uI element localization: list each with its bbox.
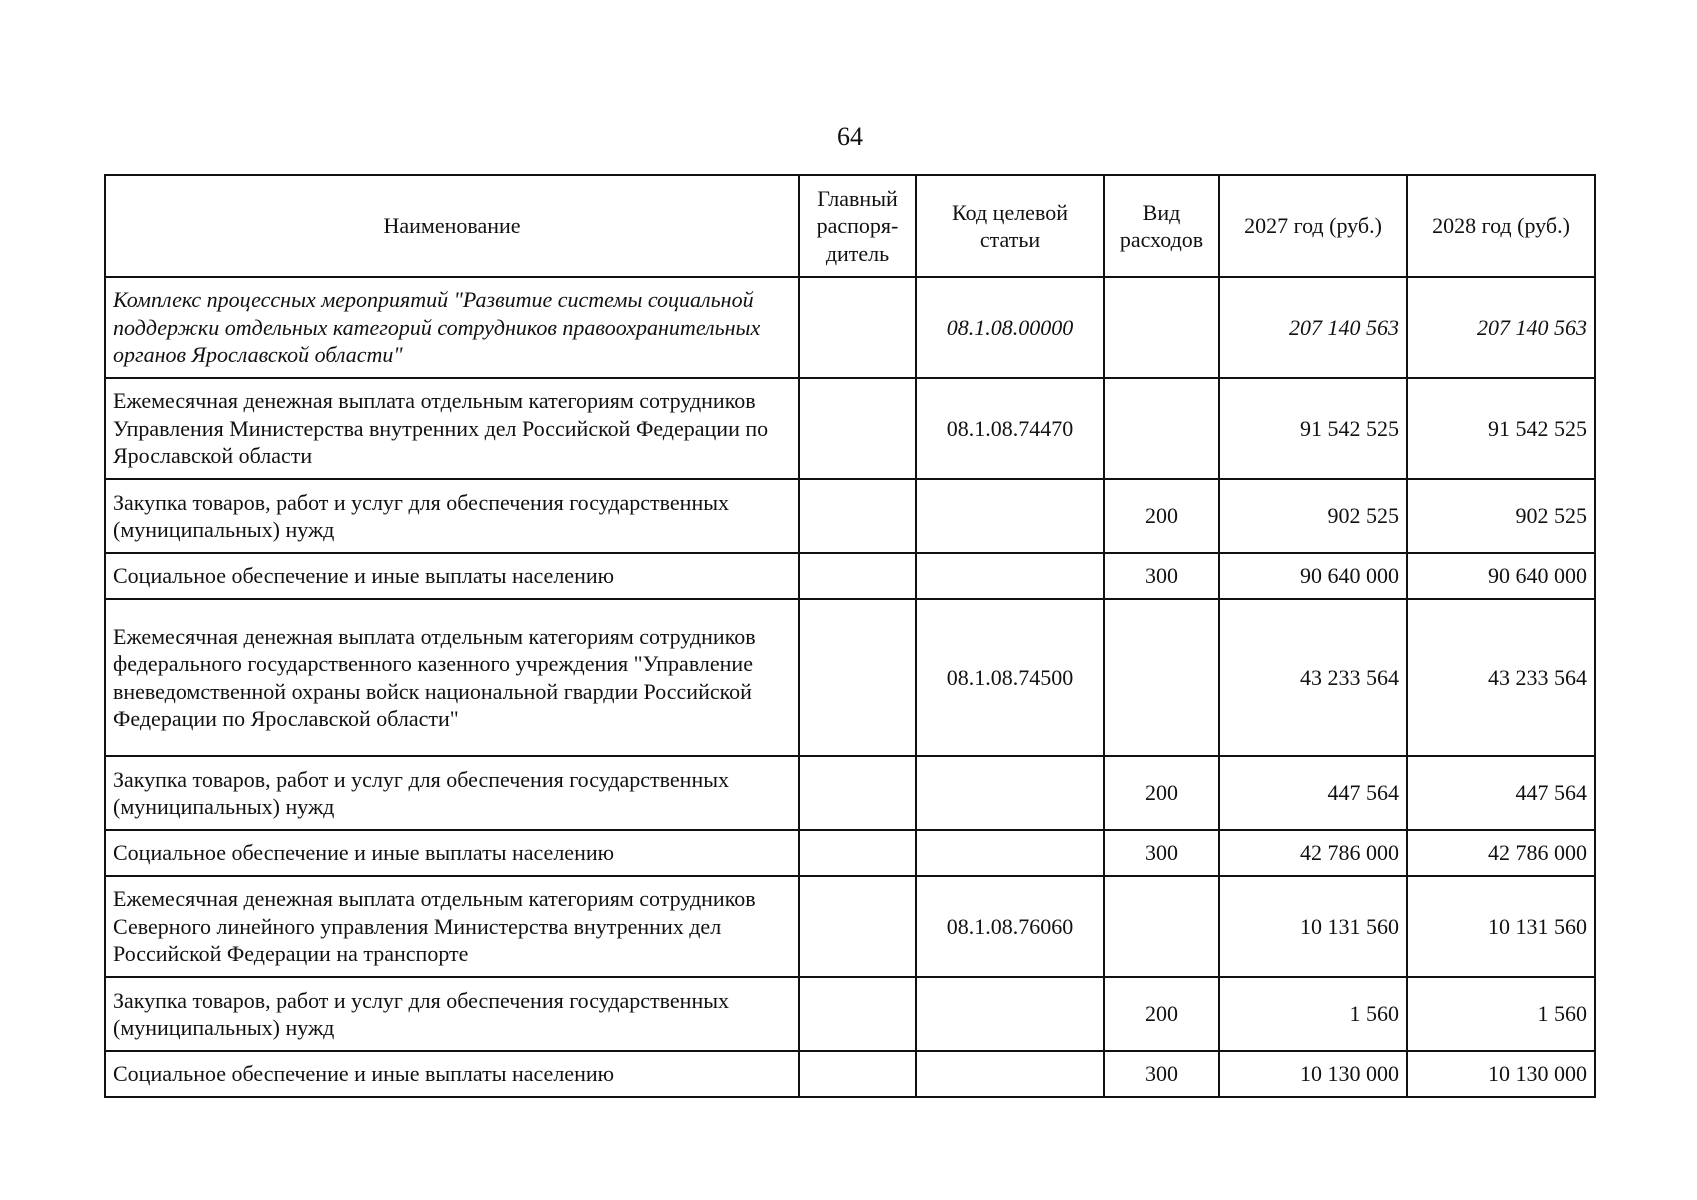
row-amount-2028: 10 131 560 — [1407, 876, 1595, 977]
row-name: Ежемесячная денежная выплата отдельным категориям сотрудников федерального государственного казенного учреждения "Управление вневедомственной охраны войск национальной гвардии Российской Федерации по Ярославской области" — [105, 599, 799, 756]
row-manager — [799, 277, 916, 378]
row-amount-2028: 10 130 000 — [1407, 1051, 1595, 1097]
row-amount-2028: 91 542 525 — [1407, 378, 1595, 479]
row-name: Социальное обеспечение и иные выплаты населению — [105, 1051, 799, 1097]
row-manager — [799, 1051, 916, 1097]
row-code: 08.1.08.74470 — [916, 378, 1104, 479]
row-name: Социальное обеспечение и иные выплаты населению — [105, 830, 799, 876]
row-amount-2028: 90 640 000 — [1407, 553, 1595, 599]
row-code — [916, 553, 1104, 599]
row-amount-2028: 43 233 564 — [1407, 599, 1595, 756]
row-manager — [799, 599, 916, 756]
row-manager — [799, 479, 916, 553]
row-name: Закупка товаров, работ и услуг для обеспечения государственных (муниципальных) нужд — [105, 756, 799, 830]
row-amount-2028: 1 560 — [1407, 977, 1595, 1051]
table-row — [105, 876, 1595, 977]
row-type: 300 — [1104, 553, 1219, 599]
row-manager — [799, 977, 916, 1051]
row-code — [916, 977, 1104, 1051]
header-type: Вид расходов — [1104, 175, 1219, 277]
row-manager — [799, 553, 916, 599]
table-row — [105, 977, 1595, 1051]
row-amount-2028: 42 786 000 — [1407, 830, 1595, 876]
header-code: Код целевой статьи — [916, 175, 1104, 277]
row-type: 300 — [1104, 1051, 1219, 1097]
row-amount-2027: 447 564 — [1219, 756, 1407, 830]
row-code: 08.1.08.00000 — [916, 277, 1104, 378]
row-manager — [799, 756, 916, 830]
row-code — [916, 756, 1104, 830]
header-year-2028: 2028 год (руб.) — [1407, 175, 1595, 277]
header-name: Наименование — [105, 175, 799, 277]
row-amount-2027: 1 560 — [1219, 977, 1407, 1051]
row-name: Закупка товаров, работ и услуг для обеспечения государственных (муниципальных) нужд — [105, 479, 799, 553]
table-row — [105, 756, 1595, 830]
row-name: Закупка товаров, работ и услуг для обеспечения государственных (муниципальных) нужд — [105, 977, 799, 1051]
table-row — [105, 553, 1595, 599]
row-amount-2027: 90 640 000 — [1219, 553, 1407, 599]
row-manager — [799, 830, 916, 876]
row-type: 300 — [1104, 830, 1219, 876]
row-name: Ежемесячная денежная выплата отдельным категориям сотрудников Северного линейного управления Министерства внутренних дел Российской Федерации на транспорте — [105, 876, 799, 977]
row-type: 200 — [1104, 756, 1219, 830]
table-header-row — [105, 175, 1595, 277]
row-amount-2027: 902 525 — [1219, 479, 1407, 553]
row-code — [916, 830, 1104, 876]
row-amount-2027: 10 130 000 — [1219, 1051, 1407, 1097]
row-name: Комплекс процессных мероприятий "Развитие системы социальной поддержки отдельных категорий сотрудников правоохранительных органов Ярославской области" — [105, 277, 799, 378]
row-amount-2027: 10 131 560 — [1219, 876, 1407, 977]
header-manager: Главный распоря-дитель — [799, 175, 916, 277]
row-type — [1104, 378, 1219, 479]
row-amount-2028: 207 140 563 — [1407, 277, 1595, 378]
row-amount-2027: 42 786 000 — [1219, 830, 1407, 876]
page-number: 64 — [837, 122, 863, 151]
row-amount-2027: 91 542 525 — [1219, 378, 1407, 479]
row-amount-2028: 902 525 — [1407, 479, 1595, 553]
table-row — [105, 830, 1595, 876]
row-type — [1104, 277, 1219, 378]
table-row — [105, 479, 1595, 553]
row-amount-2028: 447 564 — [1407, 756, 1595, 830]
row-amount-2027: 207 140 563 — [1219, 277, 1407, 378]
row-name: Социальное обеспечение и иные выплаты населению — [105, 553, 799, 599]
budget-table — [104, 174, 1596, 1098]
table-row — [105, 378, 1595, 479]
header-year-2027: 2027 год (руб.) — [1219, 175, 1407, 277]
table-row — [105, 1051, 1595, 1097]
row-name: Ежемесячная денежная выплата отдельным категориям сотрудников Управления Министерства внутренних дел Российской Федерации по Ярославской области — [105, 378, 799, 479]
row-code — [916, 479, 1104, 553]
row-amount-2027: 43 233 564 — [1219, 599, 1407, 756]
row-code: 08.1.08.76060 — [916, 876, 1104, 977]
row-code: 08.1.08.74500 — [916, 599, 1104, 756]
row-type — [1104, 599, 1219, 756]
row-type: 200 — [1104, 479, 1219, 553]
row-manager — [799, 876, 916, 977]
row-type — [1104, 876, 1219, 977]
row-manager — [799, 378, 916, 479]
row-type: 200 — [1104, 977, 1219, 1051]
row-code — [916, 1051, 1104, 1097]
table-row — [105, 599, 1595, 756]
table-row — [105, 277, 1595, 378]
